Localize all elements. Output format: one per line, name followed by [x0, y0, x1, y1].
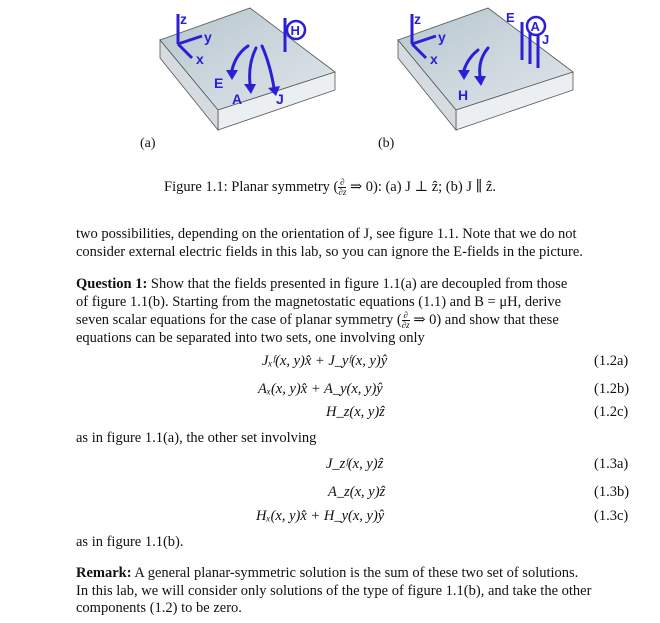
axis-x-label: x	[196, 51, 204, 67]
question-fraction	[402, 311, 410, 330]
remark-line-3: components (1.2) to be zero.	[76, 600, 242, 616]
question-heading: Question 1:	[76, 276, 148, 292]
panel-a-label: (a)	[140, 136, 156, 151]
equation-1-2b: Aₓ(x, y)x̂ + A_y(x, y)ŷ	[258, 381, 383, 397]
remark-line-2: In this lab, we will consider only solutions of the type of figure 1.1(b), and take the other	[76, 582, 592, 599]
intro-line-2: consider external electric fields in this lab, so you can ignore the E-fields in the picture.	[76, 243, 583, 260]
j-vector-label: J	[542, 32, 550, 47]
equation-number-1-2b: (1.2b)	[594, 381, 630, 397]
figure-panel-a	[140, 0, 340, 160]
caption-suffix: ⇒ 0): (a) J ⊥ ẑ; (b) J ∥ ẑ.	[346, 178, 496, 195]
equation-number-1-3c: (1.3c)	[594, 508, 629, 524]
axis-z-label: z	[414, 11, 421, 27]
figure-caption	[0, 178, 660, 197]
question-line-1-text: Show that the fields presented in figure 1.1(a) are decoupled from those	[150, 276, 568, 292]
after-text: as in figure 1.1(b).	[76, 534, 184, 550]
equation-1-3b: A_z(x, y)ẑ	[328, 484, 386, 500]
axis-y-label: y	[438, 29, 446, 45]
equation-1-3a: J_zᶠ(x, y)ẑ	[326, 456, 384, 472]
equation-number-1-3a: (1.3a)	[594, 456, 629, 472]
remark-heading: Remark:	[76, 565, 132, 581]
equation-1-2a: Jₓᶠ(x, y)x̂ + J_yᶠ(x, y)ŷ	[262, 353, 388, 369]
h-vector-label: H	[290, 23, 300, 38]
equation-number-1-3b: (1.3b)	[594, 484, 630, 500]
caption-prefix: Figure 1.1: Planar symmetry (	[164, 178, 339, 195]
question-line-3b: ⇒ 0) and show that these	[409, 311, 559, 328]
question-frac-num: ∂	[403, 310, 408, 320]
remark-line-1	[76, 565, 632, 583]
equation-1-3c: Hₓ(x, y)x̂ + H_y(x, y)ŷ	[256, 508, 385, 524]
e-vector-label: E	[214, 75, 224, 91]
remark-paragraph	[76, 565, 632, 618]
question-frac-den: ∂z	[401, 320, 410, 330]
a-vector-label: A	[530, 19, 540, 34]
e-vector-label: E	[506, 10, 515, 25]
caption-frac-num: ∂	[340, 177, 345, 187]
axis-x-label: x	[430, 51, 438, 67]
axis-z-label: z	[180, 11, 187, 27]
a-vector-label: A	[232, 91, 243, 107]
question-line-3a: seven scalar equations for the case of planar symmetry (	[76, 311, 402, 328]
question-paragraph	[76, 276, 632, 348]
axis-y-label: y	[204, 29, 212, 45]
intro-line-1: two possibilities, depending on the orientation of J, see figure 1.1. Note that we do not	[76, 226, 577, 242]
between-text: as in figure 1.1(a), the other set involving	[76, 430, 317, 446]
question-line-3	[76, 311, 632, 330]
figure-panel-b	[378, 0, 578, 160]
panel-b-label: (b)	[378, 136, 395, 151]
h-vector-label: H	[458, 87, 469, 103]
intro-paragraph	[76, 226, 632, 261]
question-line-4: equations can be separated into two sets, one involving only	[76, 330, 425, 346]
question-line-2: of figure 1.1(b). Starting from the magnetostatic equations (1.1) and B = μH, derive	[76, 293, 562, 310]
question-line-1	[76, 276, 632, 294]
caption-frac-den: ∂z	[338, 187, 347, 197]
remark-line-1-text: A general planar-symmetric solution is the sum of these two set of solutions.	[134, 565, 579, 581]
equation-number-1-2c: (1.2c)	[594, 404, 629, 420]
j-vector-label: J	[276, 91, 284, 107]
equation-1-2c: H_z(x, y)ẑ	[326, 404, 385, 420]
equation-number-1-2a: (1.2a)	[594, 353, 629, 369]
